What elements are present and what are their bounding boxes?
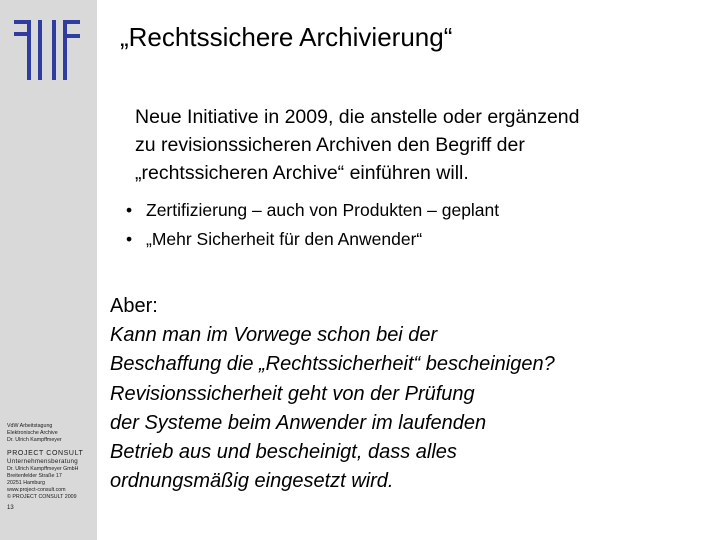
vdw-logo-icon [14, 20, 80, 80]
intro-line: „rechtssicheren Archive“ einführen will. [135, 162, 469, 184]
sidebar-info [7, 423, 95, 512]
slide-title: „Rechtssichere Archivierung“ [120, 22, 453, 52]
intro-line: zu revisionssicheren Archiven den Begriff der [135, 134, 525, 156]
event-line: VdW Arbeitstagung [7, 423, 53, 429]
address-line: Dr. Ulrich Kampffmeyer GmbH [7, 466, 79, 472]
website-link[interactable]: www.project-consult.com [7, 487, 66, 493]
firm-subtitle: Unternehmensberatung [7, 458, 79, 465]
bullet-item [126, 225, 706, 254]
address-line: 20251 Hamburg [7, 480, 45, 486]
aber-line: Revisionssicherheit geht von der Prüfung [110, 382, 475, 405]
bullet-text: „Mehr Sicherheit für den Anwender“ [146, 229, 423, 249]
page-number: 13 [7, 505, 14, 511]
aber-line: Kann man im Vorwege schon bei der [110, 324, 438, 347]
bullet-list [126, 196, 706, 254]
address-block [7, 466, 95, 501]
aber-section [110, 292, 710, 496]
aber-line: Betrieb aus und bescheinigt, dass alles [110, 441, 457, 464]
event-info [7, 423, 95, 444]
aber-line: Beschaffung die „Rechtssicherheit“ bescheinigen? [110, 353, 555, 376]
firm-name: PROJECT CONSULT [7, 450, 84, 457]
sidebar [0, 0, 97, 540]
bullet-marker: • [126, 229, 133, 249]
intro-paragraph [135, 103, 695, 187]
intro-line: Neue Initiative in 2009, die anstelle oder ergänzend [135, 106, 580, 128]
copyright-line: © PROJECT CONSULT 2009 [7, 494, 77, 500]
event-line: Elektronische Archive [7, 430, 58, 436]
bullet-marker: • [126, 200, 133, 220]
aber-line: der Systeme beim Anwender im laufenden [110, 411, 487, 434]
bullet-text: Zertifizierung – auch von Produkten – geplant [146, 200, 500, 220]
address-line: Breitenfelder Straße 17 [7, 473, 62, 479]
event-line: Dr. Ulrich Kampffmeyer [7, 437, 62, 443]
bullet-item [126, 196, 706, 225]
aber-line: ordnungsmäßig eingesetzt wird. [110, 470, 394, 493]
aber-label: Aber: [110, 295, 158, 317]
